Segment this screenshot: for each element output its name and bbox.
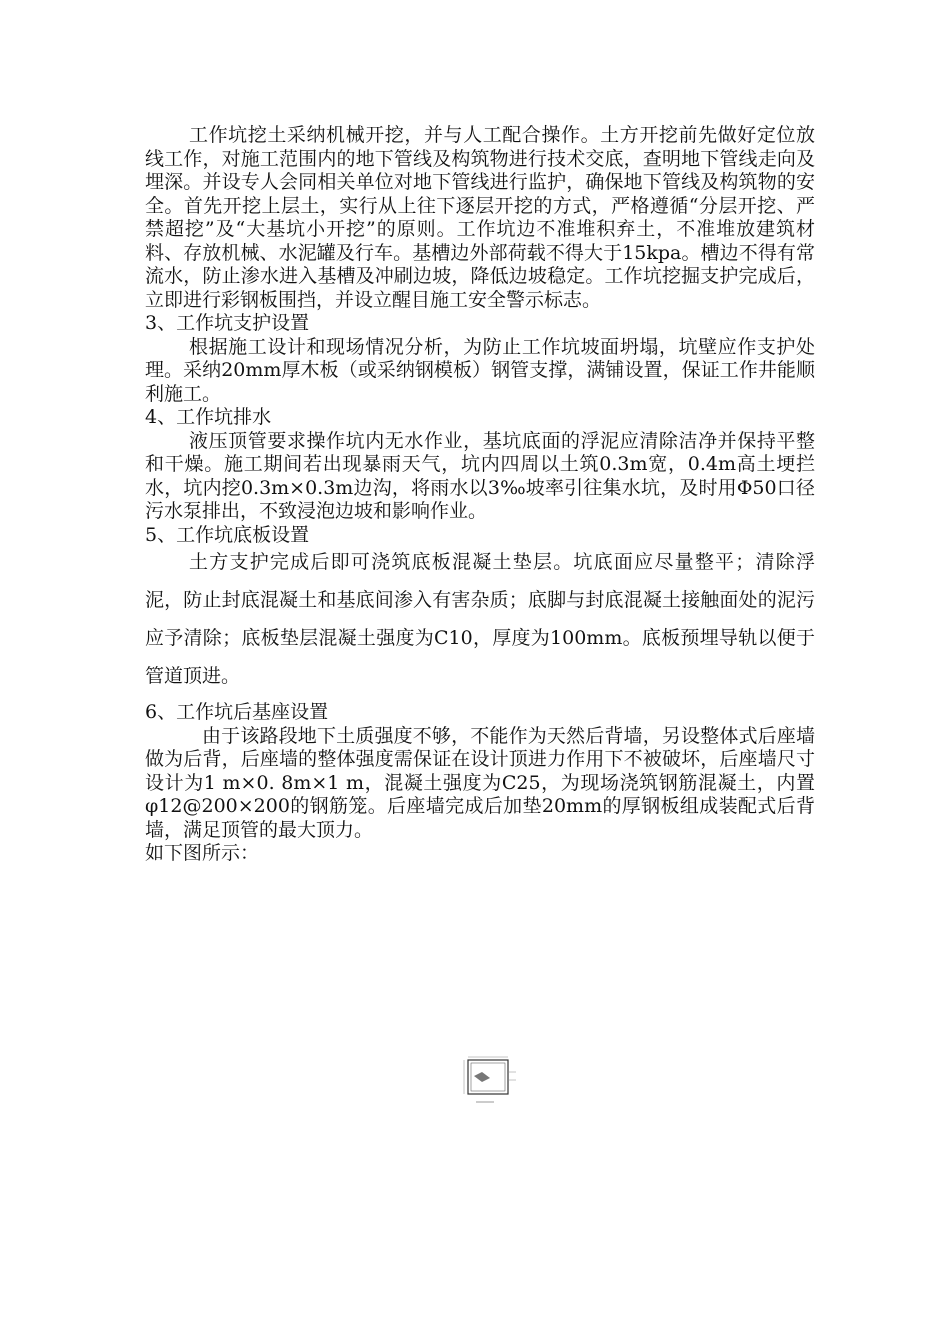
paragraph-drainage: 液压顶管要求操作坑内无水作业，基坑底面的浮泥应清除洁净并保持平整和干燥。施工期间若出现暴雨天气，坑内四周以土筑0.3m宽，0.4m高土埂拦水，坑内挖0.3m×0.3m边沟，将雨水以3‰坡率引往集水坑，及时用Φ50口径污水泵排出，不致浸泡边坡和影响作业。	[145, 429, 815, 522]
work-pit-diagram	[460, 1054, 520, 1114]
paragraph-support: 根据施工设计和现场情况分析，为防止工作坑坡面坍塌，坑壁应作支护处理。采纳20mm厚木板（或采纳钢模板）钢管支撑，满铺设置，保证工作井能顺利施工。	[145, 335, 815, 405]
paragraph-baseplate: 土方支护完成后即可浇筑底板混凝土垫层。坑底面应尽量整平；清除浮泥，防止封底混凝土和基底间渗入有害杂质；底脚与封底混凝土接触面处的泥污应予清除；底板垫层混凝土强度为C10，厚度为100mm。底板预埋导轨以便于管道顶进。	[145, 551, 815, 687]
heading-backseat: 6、工作坑后基座设置	[145, 701, 329, 723]
heading-drainage: 4、工作坑排水	[145, 406, 272, 428]
paragraph-excavation: 工作坑挖土采纳机械开挖，并与人工配合操作。土方开挖前先做好定位放线工作，对施工范围内的地下管线及构筑物进行技术交底，查明地下管线走向及埋深。并设专人会同相关单位对地下管线进行监护，确保地下管线及构筑物的安全。首先开挖上层土，实行从上往下逐层开挖的方式，严格遵循“分层开挖、严禁超挖”及“大基坑小开挖”的原则。工作坑边不准堆积弃土，不准堆放建筑材料、存放机械、水泥罐及行车。基槽边外部荷载不得大于15kpa。槽边不得有常流水，防止渗水进入基槽及冲刷边坡，降低边坡稳定。工作坑挖掘支护完成后，立即进行彩钢板围挡，并设立醒目施工安全警示标志。	[145, 124, 815, 311]
document-body	[145, 124, 815, 866]
heading-support: 3、工作坑支护设置	[145, 312, 310, 334]
paragraph-backseat: 由于该路段地下土质强度不够，不能作为天然后背墙，另设整体式后座墙做为后背，后座墙的整体强度需保证在设计顶进力作用下不被破坏，后座墙尺寸设计为1 m×0. 8m×1 m，混凝土强度为C25，为现场浇筑钢筋混凝土，内置φ12@200×200的钢筋笼。后座墙完成后加垫20mm的厚钢板组成装配式后背墙，满足顶管的最大顶力。	[145, 724, 815, 841]
figure-caption: 如下图所示：	[145, 842, 260, 864]
work-pit-diagram-graphic	[460, 1054, 520, 1114]
heading-baseplate: 5、工作坑底板设置	[145, 523, 310, 546]
